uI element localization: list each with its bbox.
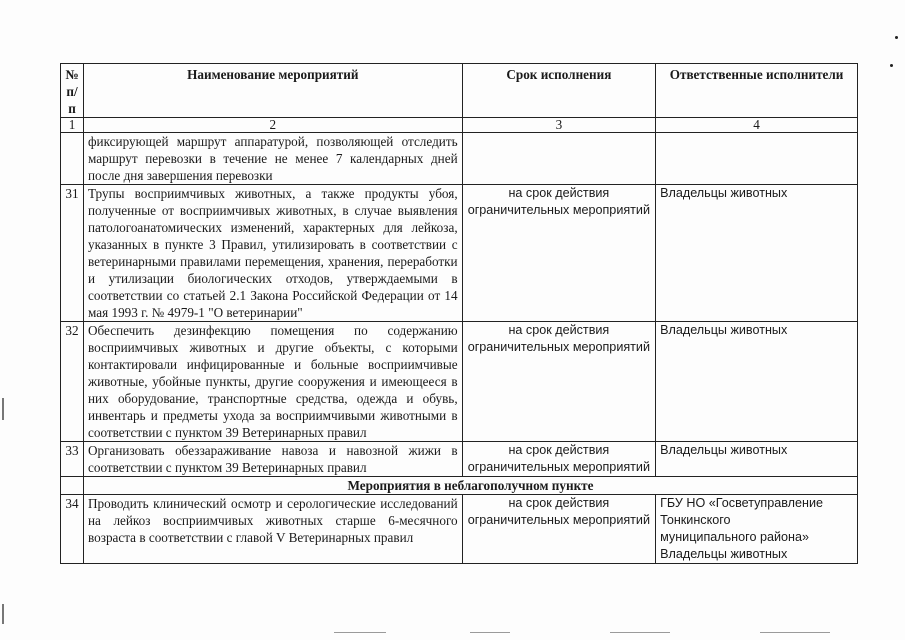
table-row xyxy=(61,185,858,322)
table-row xyxy=(61,322,858,442)
row-number: 32 xyxy=(61,322,84,442)
scan-artifact-line xyxy=(470,632,510,633)
scan-artifact-line xyxy=(334,632,386,633)
row-number: 31 xyxy=(61,185,84,322)
row-number: 34 xyxy=(61,495,84,564)
section-row xyxy=(61,477,858,495)
table-row xyxy=(61,495,858,564)
section-num-cell xyxy=(61,477,84,495)
measure-responsible: Владельцы животных xyxy=(656,322,858,442)
scan-speck xyxy=(895,36,898,39)
column-index-row xyxy=(61,118,858,133)
table-row xyxy=(61,442,858,477)
section-title: Мероприятия в неблагополучном пункте xyxy=(84,477,858,495)
table-row xyxy=(61,133,858,185)
responsible-line: Владельцы животных xyxy=(660,547,788,561)
responsible-line: ГБУ НО «Госветуправление xyxy=(660,496,823,510)
measure-term xyxy=(462,133,655,185)
header-num: № п/п xyxy=(61,64,84,118)
scan-edge-mark xyxy=(2,604,4,624)
measure-name: Трупы восприимчивых животных, а также продукты убоя, полученные от восприимчивых животных, в случае выявления патологоанатомических изменений, характерных для лейкоза, указанных в пункте 3 Правил, утилизировать в соответствии с ветеринарными правилами перемещения, хранения, переработки и утилизации биологических отходов, утверждаемыми в соответствии со статьей 2.1 Закона Российской Федерации от 14 мая 1993 г. № 4979-1 "О ветеринарии" xyxy=(84,185,463,322)
scan-speck xyxy=(890,64,893,67)
column-index: 1 xyxy=(61,118,84,133)
row-number: 33 xyxy=(61,442,84,477)
measure-term: на срок действия ограничительных мероприятий xyxy=(462,185,655,322)
table-header-row xyxy=(61,64,858,118)
column-index: 2 xyxy=(84,118,463,133)
header-name: Наименование мероприятий xyxy=(84,64,463,118)
measure-term: на срок действия ограничительных мероприятий xyxy=(462,495,655,564)
measure-responsible xyxy=(656,495,858,564)
measures-table xyxy=(60,63,858,564)
row-number xyxy=(61,133,84,185)
measure-name: фиксирующей маршрут аппаратурой, позволяющей отследить маршрут перевозки в течение не менее 7 календарных дней после дня завершения перевозки xyxy=(84,133,463,185)
column-index: 3 xyxy=(462,118,655,133)
measure-term: на срок действия ограничительных мероприятий xyxy=(462,322,655,442)
scan-artifact-line xyxy=(760,632,830,633)
measure-name: Организовать обеззараживание навоза и навозной жижи в соответствии с пунктом 39 Ветеринарных правил xyxy=(84,442,463,477)
scan-edge-mark xyxy=(2,398,4,420)
responsible-line: муниципального района» xyxy=(660,530,809,544)
measure-responsible: Владельцы животных xyxy=(656,442,858,477)
column-index: 4 xyxy=(656,118,858,133)
measure-responsible: Владельцы животных xyxy=(656,185,858,322)
measure-name: Обеспечить дезинфекцию помещения по содержанию восприимчивых животных и другие объекты, с которыми контактировали инфицированные и больные восприимчивые животные, убойные пункты, другие сооружения и имеющееся в них оборудование, транспортные средства, одежда и обувь, инвентарь и предметы ухода за восприимчивыми животными в соответствии с пунктом 39 Ветеринарных правил xyxy=(84,322,463,442)
measure-name: Проводить клинический осмотр и серологические исследований на лейкоз восприимчивых животных старше 6-месячного возраста в соответствии с главой V Ветеринарных правил xyxy=(84,495,463,564)
measure-responsible xyxy=(656,133,858,185)
header-term: Срок исполнения xyxy=(462,64,655,118)
header-responsible: Ответственные исполнители xyxy=(656,64,858,118)
scan-artifact-line xyxy=(610,632,670,633)
measure-term: на срок действия ограничительных мероприятий xyxy=(462,442,655,477)
responsible-line: Тонкинского xyxy=(660,513,731,527)
